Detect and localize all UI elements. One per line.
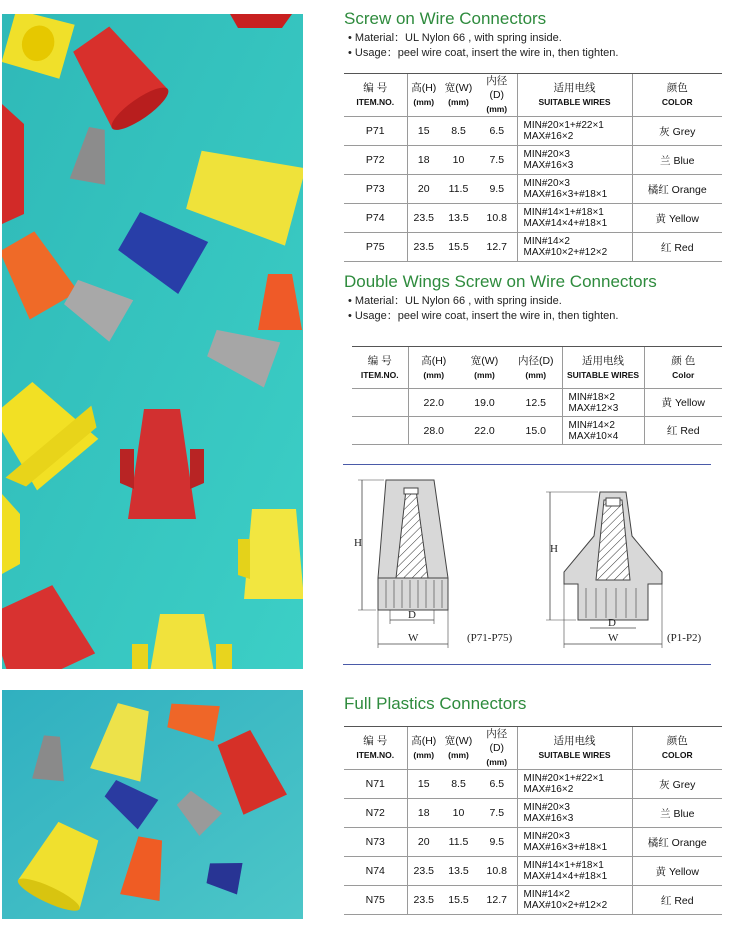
header-item: 编 号 ITEM.NO. <box>344 74 407 117</box>
header-wires: 适用电线 SUITABLE WIRES <box>517 74 632 117</box>
header-h: 高(H) (mm) <box>408 347 459 389</box>
header-wires: 适用电线 SUITABLE WIRES <box>562 347 644 389</box>
bullet-usage: • Usage：peel wire coat, insert the wire in, then tighten. <box>348 309 618 324</box>
table-row: 22.0 19.0 12.5 MIN#18×2 MAX#12×3 黄 Yellow <box>352 389 722 417</box>
divider-bottom <box>343 664 711 665</box>
header-d: 内径(D) (mm) <box>477 727 517 770</box>
header-w: 宽(W) (mm) <box>440 74 477 117</box>
section2-bullets <box>348 294 618 324</box>
table-row: P71 15 8.5 6.5 MIN#20×1+#22×1 MAX#16×2 灰 Grey <box>344 117 722 146</box>
diagram-p1-p2 <box>540 484 670 650</box>
section1-title: Screw on Wire Connectors <box>344 9 547 28</box>
header-w: 宽(W) (mm) <box>459 347 510 389</box>
header-color: 颜 色 Color <box>644 347 722 389</box>
table-row: P74 23.5 13.5 10.8 MIN#14×1+#18×1 MAX#14×4+#18×1 黄 Yellow <box>344 204 722 233</box>
table-row: 28.0 22.0 15.0 MIN#14×2 MAX#10×4 红 Red <box>352 417 722 445</box>
double-wings-table <box>352 346 722 445</box>
table-row: N75 23.5 15.5 12.7 MIN#14×2 MAX#10×2+#12×2 红 Red <box>344 886 722 915</box>
section3-title: Full Plastics Connectors <box>344 694 527 713</box>
table-row: N74 23.5 13.5 10.8 MIN#14×1+#18×1 MAX#14×4+#18×1 黄 Yellow <box>344 857 722 886</box>
table-row: N72 18 10 7.5 MIN#20×3 MAX#16×3 兰 Blue <box>344 799 722 828</box>
section1-bullets <box>348 31 618 61</box>
bullet-material: • Material：UL Nylon 66 , with spring inside. <box>348 31 618 46</box>
header-color: 颜色 COLOR <box>632 727 722 770</box>
section2-title: Double Wings Screw on Wire Connectors <box>344 272 657 291</box>
caption-p71-p75: (P71-P75) <box>467 632 513 644</box>
header-d: 内径(D) (mm) <box>510 347 562 389</box>
label-h: H <box>550 543 558 555</box>
header-h: 高(H) (mm) <box>407 74 440 117</box>
table-row: P73 20 11.5 9.5 MIN#20×3 MAX#16×3+#18×1 橘红 Orange <box>344 175 722 204</box>
label-d: D <box>408 609 416 621</box>
screw-connectors-table <box>344 73 722 262</box>
bullet-material: • Material：UL Nylon 66 , with spring inside. <box>348 294 618 309</box>
header-wires: 适用电线 SUITABLE WIRES <box>517 727 632 770</box>
caption-p1-p2: (P1-P2) <box>667 632 702 644</box>
connectors-photo-bottom <box>2 690 303 919</box>
label-h: H <box>354 537 362 549</box>
diagram-p71-p75 <box>350 470 520 650</box>
divider-top <box>343 464 711 465</box>
label-d: D <box>608 617 616 629</box>
table-row: P72 18 10 7.5 MIN#20×3 MAX#16×3 兰 Blue <box>344 146 722 175</box>
full-plastics-table <box>344 726 722 915</box>
label-w: W <box>408 632 419 644</box>
connectors-photo-top <box>2 14 303 669</box>
table-row: P75 23.5 15.5 12.7 MIN#14×2 MAX#10×2+#12×2 红 Red <box>344 233 722 262</box>
label-w: W <box>608 632 619 644</box>
table-row: N73 20 11.5 9.5 MIN#20×3 MAX#16×3+#18×1 橘红 Orange <box>344 828 722 857</box>
header-h: 高(H) (mm) <box>407 727 440 770</box>
bullet-usage: • Usage：peel wire coat, insert the wire in, then tighten. <box>348 46 618 61</box>
header-item: 编 号 ITEM.NO. <box>344 727 407 770</box>
header-w: 宽(W) (mm) <box>440 727 477 770</box>
table-row: N71 15 8.5 6.5 MIN#20×1+#22×1 MAX#16×2 灰 Grey <box>344 770 722 799</box>
header-d: 内径(D) (mm) <box>477 74 517 117</box>
header-color: 颜色 COLOR <box>632 74 722 117</box>
header-item: 编 号 ITEM.NO. <box>352 347 408 389</box>
